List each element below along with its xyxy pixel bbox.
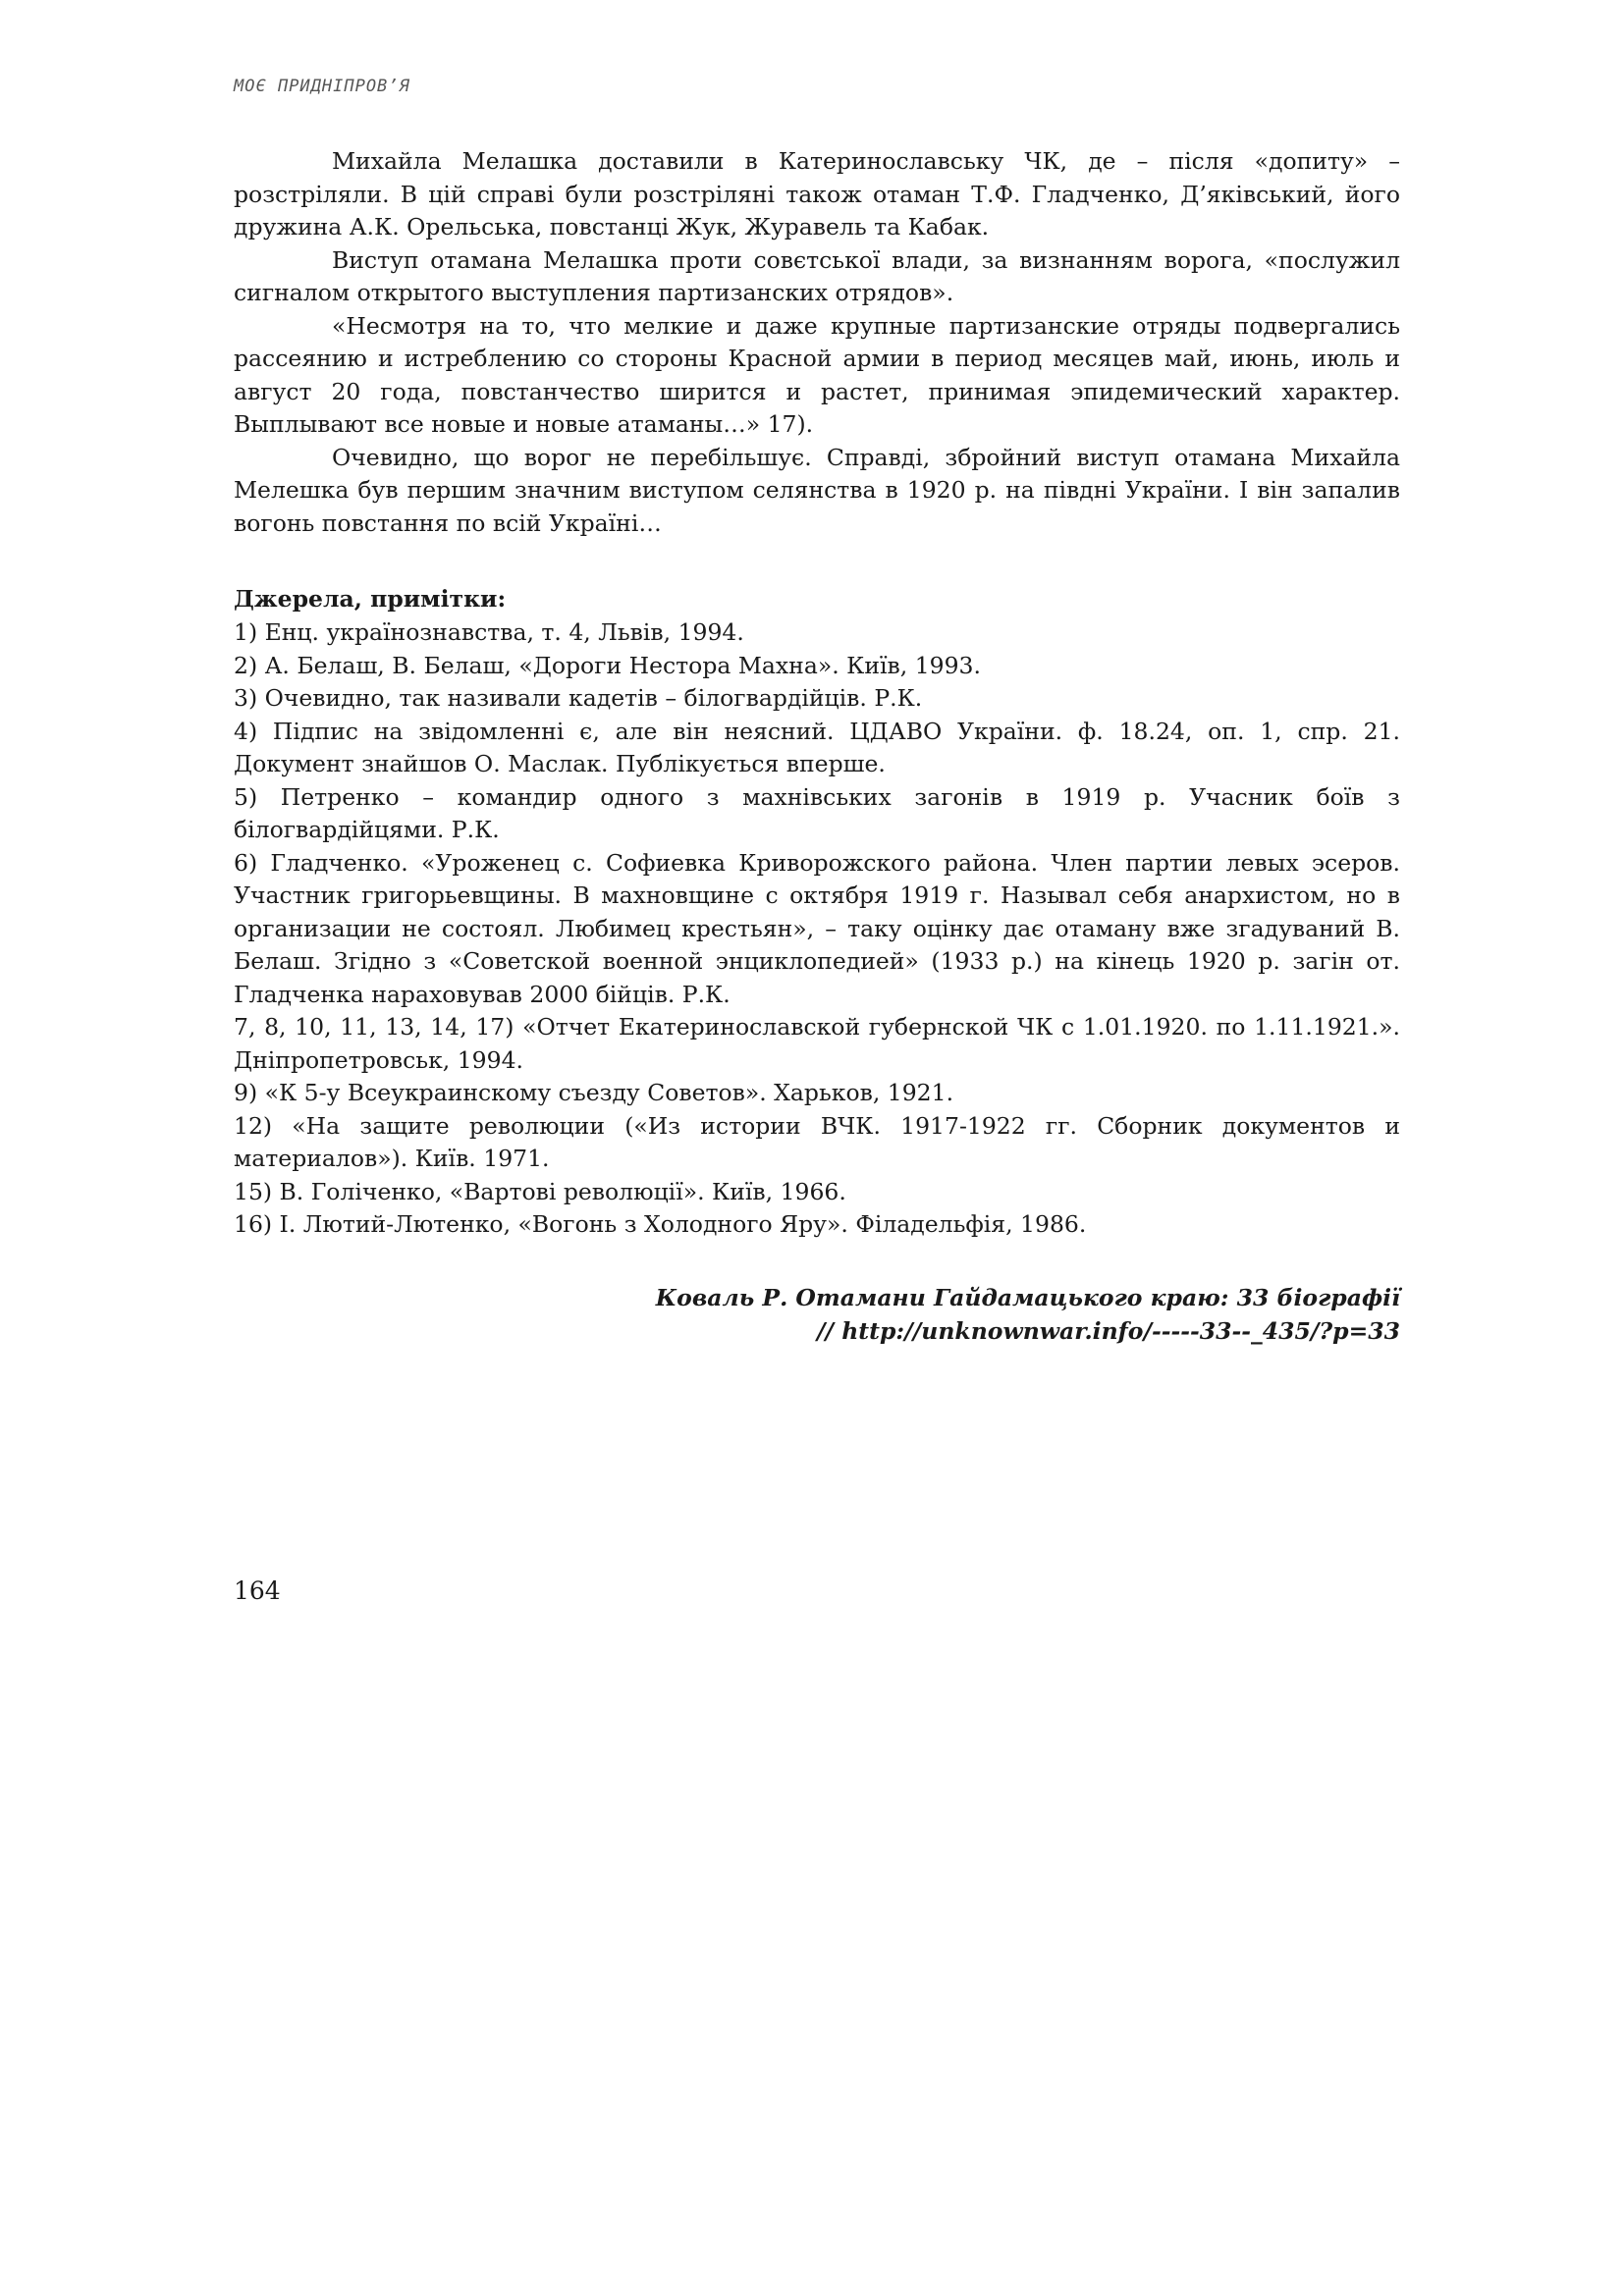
source-note: 6) Гладченко. «Уроженец с. Софиевка Криворожского района. Член партии левых эсеров. Участник григорьевщины. В махновщине с октября 1919 г. Называл себя анархистом, но в организации не состоял. Любимец крестьян», – таку оцінку дає отаману вже згадуваний В. Белаш. Згідно з «Советской военной энциклопедией» (1933 р.) на кінець 1920 р. загін от. Гладченка нараховував 2000 бійців. Р.К. — [234, 848, 1400, 1008]
citation-author-title: Коваль Р. Отамани Гайдамацького краю: 33 біографії — [655, 1284, 1400, 1311]
source-note: 12) «На защите революции («Из истории ВЧК. 1917-1922 гг. Сборник документов и материалов»). Київ. 1971. — [234, 1111, 1400, 1172]
source-note: 15) В. Голіченко, «Вартові революції». Київ, 1966. — [234, 1177, 846, 1205]
source-note: 1) Енц. українознавства, т. 4, Львів, 1994. — [234, 618, 744, 646]
source-note: 16) І. Лютий-Лютенко, «Вогонь з Холодного Яру». Філадельфія, 1986. — [234, 1210, 1087, 1238]
running-header: МОЄ ПРИДНІПРОВ’Я — [234, 77, 410, 96]
source-note: 3) Очевидно, так називали кадетів – білогвардійців. Р.К. — [234, 684, 923, 712]
body-paragraph: Михайла Мелашка доставили в Катеринославську ЧК, де – після «допиту» – розстріляли. В цій справі були розстріляні також отаман Т.Ф. Гладченко, Д’яківський, його дружина А.К. Орельська, повстанці Жук, Журавель та Кабак. — [234, 147, 1400, 240]
body-paragraph: «Несмотря на то, что мелкие и даже крупные партизанские отряды подвергались рассеянию и истреблению со стороны Красной армии в период месяцев май, июнь, июль и август 20 года, повстанчество ширится и растет, принимая эпидемический характер. Выплывают все новые и новые атаманы…» 17). — [234, 311, 1400, 438]
source-note: 9) «К 5-у Всеукраинскому съезду Советов». Харьков, 1921. — [234, 1079, 954, 1106]
citation — [516, 1282, 1400, 1348]
page-number: 164 — [234, 1576, 281, 1605]
body-paragraph: Очевидно, що ворог не перебільшує. Справді, збройний виступ отамана Михайла Мелешка був першим значним виступом селянства в 1920 р. на півдні України. І він запалив вогонь повстання по всій Україні… — [234, 443, 1400, 537]
source-note: 7, 8, 10, 11, 13, 14, 17) «Отчет Екатеринославской губернской ЧК с 1.01.1920. по 1.11.1921.». Дніпропетровськ, 1994. — [234, 1013, 1400, 1074]
source-note: 2) А. Белаш, В. Белаш, «Дороги Нестора Махна». Київ, 1993. — [234, 651, 981, 679]
body-paragraph: Виступ отамана Мелашка проти совєтської влади, за визнанням ворога, «послужил сигналом открытого выступления партизанских отрядов». — [234, 245, 1400, 306]
source-note: 5) Петренко – командир одного з махнівських загонів в 1919 р. Учасник боїв з білогвардійцями. Р.К. — [234, 782, 1400, 843]
body-text — [234, 145, 1400, 540]
sources-list — [234, 616, 1400, 1242]
sources-heading: Джерела, примітки: — [234, 585, 507, 613]
source-note: 4) Підпис на звідомленні є, але він неясний. ЦДАВО України. ф. 18.24, оп. 1, спр. 21. Документ знайшов О. Маслак. Публікується вперше. — [234, 717, 1400, 777]
citation-url[interactable]: // http://unknownwar.info/-----33--_435/?p=33 — [816, 1316, 1400, 1345]
